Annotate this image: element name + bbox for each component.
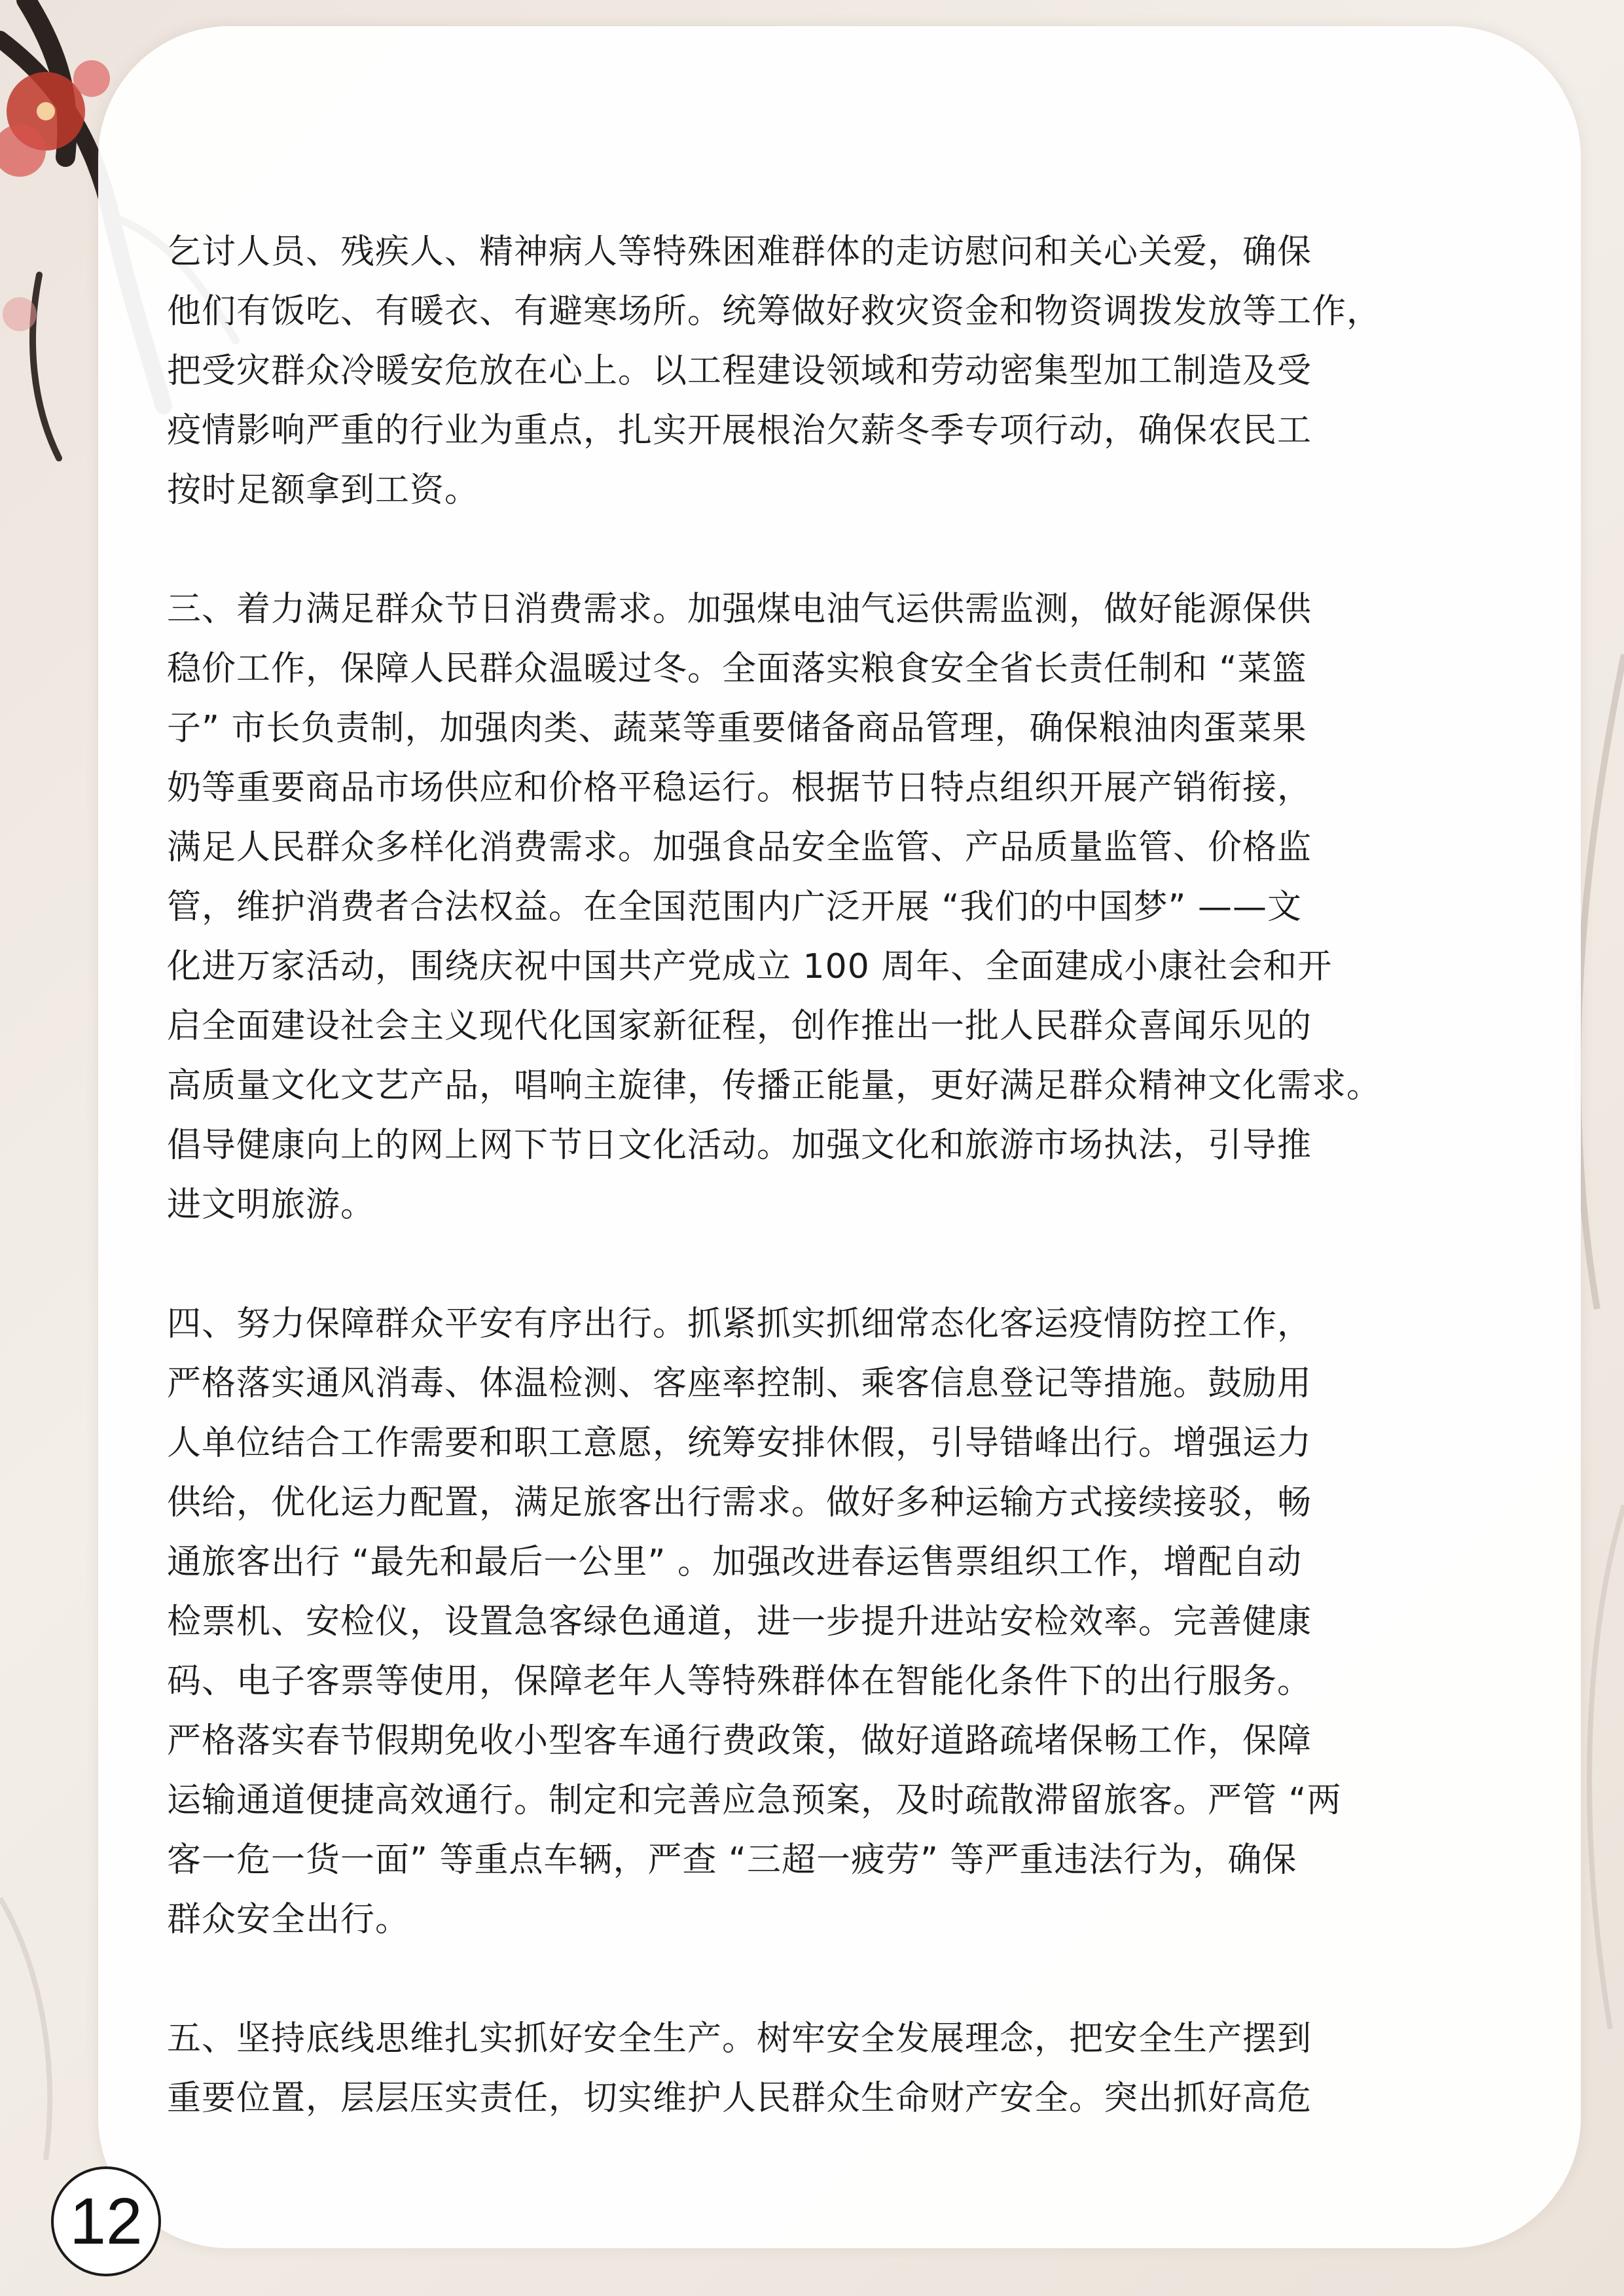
text-line: 五、坚持底线思维扎实抓好安全生产。树牢安全发展理念，把安全生产摆到: [167, 2019, 1312, 2058]
text-line: 人单位结合工作需要和职工意愿，统筹安排休假，引导错峰出行。增强运力: [167, 1424, 1312, 1463]
text-line: 启全面建设社会主义现代化国家新征程，创作推出一批人民群众喜闻乐见的: [167, 1007, 1312, 1046]
text-line: 码、电子客票等使用，保障老年人等特殊群体在智能化条件下的出行服务。: [167, 1662, 1312, 1701]
paragraph-4: [167, 2009, 1476, 2128]
text-line: 供给，优化运力配置，满足旅客出行需求。做好多种运输方式接续接驳，畅: [167, 1483, 1312, 1522]
paragraph-3: [167, 1295, 1476, 1950]
text-line: 奶等重要商品市场供应和价格平稳运行。根据节日特点组织开展产销衔接，: [167, 768, 1312, 808]
text-line: 进文明旅游。: [167, 1185, 376, 1225]
text-line: 群众安全出行。: [167, 1900, 410, 1939]
text-line: 他们有饭吃、有暖衣、有避寒场所。统筹做好救灾资金和物资调拨发放等工作，: [167, 292, 1382, 331]
text-line: 管，维护消费者合法权益。在全国范围内广泛开展 “我们的中国梦” ——文: [167, 888, 1302, 927]
text-line: 四、努力保障群众平安有序出行。抓紧抓实抓细常态化客运疫情防控工作，: [167, 1304, 1312, 1344]
paragraph-2: [167, 580, 1476, 1235]
document-body: [167, 223, 1476, 2188]
text-line: 倡导健康向上的网上网下节日文化活动。加强文化和旅游市场执法，引导推: [167, 1126, 1312, 1165]
text-line: 化进万家活动，围绕庆祝中国共产党成立 100 周年、全面建成小康社会和开: [167, 947, 1333, 986]
text-line: 运输通道便捷高效通行。制定和完善应急预案，及时疏散滞留旅客。严管 “两: [167, 1781, 1342, 1820]
text-line: 稳价工作，保障人民群众温暖过冬。全面落实粮食安全省长责任制和 “菜篮: [167, 649, 1307, 689]
text-line: 乞讨人员、残疾人、精神病人等特殊困难群体的走访慰问和关心关爱，确保: [167, 232, 1312, 272]
text-line: 把受灾群众冷暖安危放在心上。以工程建设领域和劳动密集型加工制造及受: [167, 351, 1312, 391]
text-line: 高质量文化文艺产品，唱响主旋律，传播正能量，更好满足群众精神文化需求。: [167, 1066, 1382, 1105]
text-line: 三、着力满足群众节日消费需求。加强煤电油气运供需监测，做好能源保供: [167, 590, 1312, 629]
text-line: 严格落实通风消毒、体温检测、客座率控制、乘客信息登记等措施。鼓励用: [167, 1364, 1312, 1403]
text-line: 重要位置，层层压实责任，切实维护人民群众生命财产安全。突出抓好高危: [167, 2079, 1312, 2118]
text-line: 客一危一货一面” 等重点车辆，严查 “三超一疲劳” 等严重违法行为，确保: [167, 1840, 1297, 1880]
page-number-badge: 12: [51, 2166, 161, 2276]
text-line: 满足人民群众多样化消费需求。加强食品安全监管、产品质量监管、价格监: [167, 828, 1312, 867]
text-line: 子” 市长负责制，加强肉类、蔬菜等重要储备商品管理，确保粮油肉蛋菜果: [167, 709, 1307, 748]
text-line: 通旅客出行 “最先和最后一公里” 。加强改进春运售票组织工作，增配自动: [167, 1543, 1302, 1582]
paragraph-1: [167, 223, 1476, 520]
text-line: 按时足额拿到工资。: [167, 471, 480, 510]
text-line: 疫情影响严重的行业为重点，扎实开展根治欠薪冬季专项行动，确保农民工: [167, 411, 1312, 450]
text-line: 检票机、安检仪，设置急客绿色通道，进一步提升进站安检效率。完善健康: [167, 1602, 1312, 1641]
text-line: 严格落实春节假期免收小型客车通行费政策，做好道路疏堵保畅工作，保障: [167, 1721, 1312, 1761]
